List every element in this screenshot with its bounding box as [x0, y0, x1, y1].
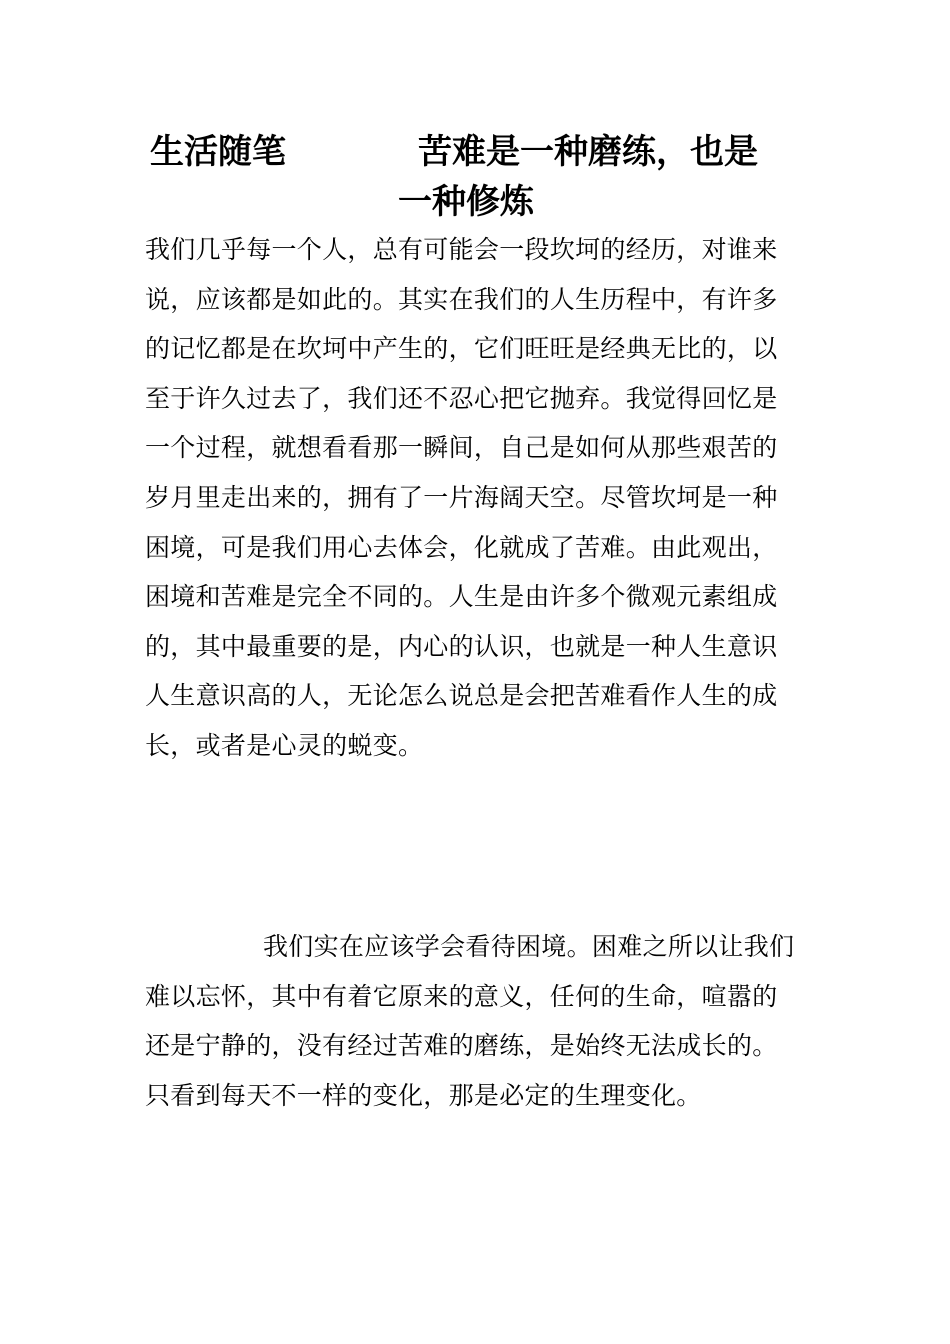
paragraph-1-line: 岁月里走出来的，拥有了一片海阔天空。尽管坎坷是一种 — [145, 482, 778, 512]
paragraph-1-line: 的，其中最重要的是，内心的认识，也就是一种人生意识 — [145, 631, 778, 661]
paragraph-1-line: 一个过程，就想看看那一瞬间，自己是如何从那些艰苦的 — [145, 433, 778, 463]
paragraph-1-line: 说，应该都是如此的。其实在我们的人生历程中，有许多 — [145, 284, 778, 314]
paragraph-1-line: 人生意识高的人，无论怎么说总是会把苦难看作人生的成 — [145, 681, 778, 711]
paragraph-1-line: 困境和苦难是完全不同的。人生是由许多个微观元素组成 — [145, 582, 778, 612]
paragraph-1 — [145, 225, 807, 771]
paragraph-2-line: 只看到每天不一样的变化，那是必定的生理变化。 — [145, 1080, 702, 1110]
paragraph-2-line: 还是宁静的，没有经过苦难的磨练，是始终无法成长的。 — [145, 1031, 778, 1061]
paragraph-1-line: 的记忆都是在坎坷中产生的，它们旺旺是经典无比的，以 — [145, 334, 778, 364]
paragraph-2-line: 难以忘怀，其中有着它原来的意义，任何的生命，喧嚣的 — [145, 981, 778, 1011]
title-category: 生活随笔 — [150, 132, 286, 172]
title-main-line-2: 一种修炼 — [398, 182, 534, 222]
paragraph-1-line: 我们几乎每一个人，总有可能会一段坎坷的经历，对谁来 — [145, 235, 778, 264]
paragraph-1-line: 至于许久过去了，我们还不忍心把它抛弃。我觉得回忆是 — [145, 383, 778, 413]
paragraph-1-line: 困境，可是我们用心去体会，化就成了苦难。由此观出， — [145, 532, 778, 562]
paragraph-1-line: 长，或者是心灵的蜕变。 — [145, 730, 424, 760]
title-main-line-1: 苦难是一种磨练，也是 — [418, 132, 758, 172]
paragraph-2 — [145, 922, 807, 1120]
paragraph-2-line: 我们实在应该学会看待困境。困难之所以让我们 — [263, 932, 795, 961]
